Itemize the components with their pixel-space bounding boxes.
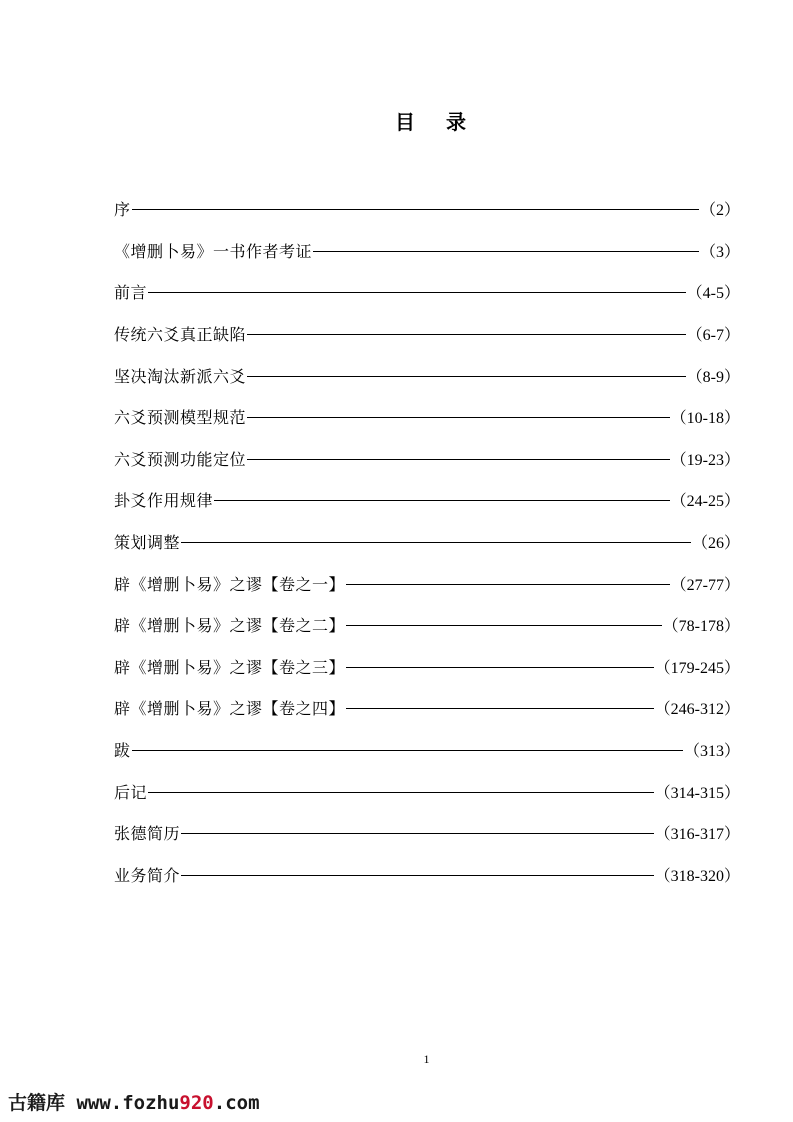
- toc-title: 目 录: [395, 110, 478, 134]
- toc-entry[interactable]: [114, 396, 740, 438]
- toc-leader-line: [181, 875, 654, 876]
- toc-entry-pages: （78-178）: [662, 618, 740, 636]
- toc-entry[interactable]: [114, 770, 740, 812]
- toc-leader-line: [346, 708, 654, 709]
- site-watermark: [8, 1088, 260, 1115]
- toc-entry-pages: （316-317）: [654, 826, 740, 844]
- toc-entry-pages: （8-9）: [686, 368, 740, 386]
- toc-leader-line: [247, 417, 670, 418]
- toc-entry-label: 坚决淘汰新派六爻: [114, 366, 247, 386]
- toc-leader-line: [148, 792, 654, 793]
- toc-leader-line: [247, 459, 670, 460]
- toc-entry[interactable]: [114, 729, 740, 771]
- toc-leader-line: [346, 584, 670, 585]
- toc-entry-pages: （314-315）: [654, 784, 740, 802]
- toc-leader-line: [181, 542, 691, 543]
- toc-entry-pages: （4-5）: [686, 285, 740, 303]
- toc-entry-pages: （179-245）: [654, 659, 740, 677]
- toc-leader-line: [148, 292, 686, 293]
- toc-entry-pages: （2）: [699, 202, 740, 220]
- toc-entry[interactable]: [114, 188, 740, 230]
- toc-entry-pages: （6-7）: [686, 327, 740, 345]
- toc-entry-label: 辟《增删卜易》之谬【卷之四】: [114, 699, 346, 719]
- toc-entry-pages: （19-23）: [670, 451, 740, 469]
- toc-entry-label: 序: [114, 200, 131, 220]
- toc-entry-label: 张德简历: [114, 824, 181, 844]
- toc-entry-label: 《增删卜易》一书作者考证: [114, 241, 313, 261]
- page-number: 1: [423, 1052, 430, 1066]
- toc-entry[interactable]: [114, 812, 740, 854]
- toc-leader-line: [181, 833, 654, 834]
- toc-entry[interactable]: [114, 354, 740, 396]
- toc-leader-line: [214, 500, 670, 501]
- toc-entry-label: 辟《增删卜易》之谬【卷之一】: [114, 574, 346, 594]
- toc-entry[interactable]: [114, 479, 740, 521]
- toc-entry-label: 后记: [114, 782, 148, 802]
- watermark-site-name: 古籍库: [8, 1092, 66, 1114]
- toc-entry-label: 辟《增删卜易》之谬【卷之三】: [114, 657, 346, 677]
- toc-entry[interactable]: [114, 313, 740, 355]
- toc-entry-pages: （26）: [691, 535, 740, 553]
- toc-leader-line: [346, 625, 662, 626]
- toc-entry-label: 六爻预测模型规范: [114, 408, 247, 428]
- toc-entry-pages: （313）: [683, 743, 740, 761]
- toc-entry[interactable]: [114, 230, 740, 272]
- toc-entry[interactable]: [114, 854, 740, 896]
- toc-entry[interactable]: [114, 562, 740, 604]
- toc-entry-pages: （24-25）: [670, 493, 740, 511]
- toc-leader-line: [132, 209, 699, 210]
- toc-leader-line: [247, 376, 686, 377]
- toc-entry-pages: （246-312）: [654, 701, 740, 719]
- toc-entry[interactable]: [114, 604, 740, 646]
- toc-leader-line: [247, 334, 686, 335]
- toc-entry-label: 策划调整: [114, 533, 181, 553]
- toc-leader-line: [313, 251, 699, 252]
- table-of-contents: [114, 188, 740, 895]
- toc-entry[interactable]: [114, 521, 740, 563]
- toc-entry[interactable]: [114, 646, 740, 688]
- toc-entry[interactable]: [114, 271, 740, 313]
- watermark-url-suffix: .com: [213, 1092, 260, 1114]
- toc-leader-line: [132, 750, 683, 751]
- toc-entry-label: 六爻预测功能定位: [114, 449, 247, 469]
- toc-leader-line: [346, 667, 654, 668]
- watermark-url-prefix: www.fozhu: [76, 1092, 180, 1114]
- toc-entry-pages: （318-320）: [654, 867, 740, 885]
- toc-entry-label: 跋: [114, 741, 131, 761]
- toc-entry-pages: （3）: [699, 243, 740, 261]
- toc-entry[interactable]: [114, 687, 740, 729]
- watermark-url-number: 920: [179, 1092, 214, 1114]
- toc-entry-label: 业务简介: [114, 865, 181, 885]
- toc-entry-label: 辟《增删卜易》之谬【卷之二】: [114, 616, 346, 636]
- toc-entry-pages: （10-18）: [670, 410, 740, 428]
- toc-entry[interactable]: [114, 438, 740, 480]
- toc-entry-label: 前言: [114, 283, 148, 303]
- toc-entry-pages: （27-77）: [670, 576, 740, 594]
- toc-entry-label: 传统六爻真正缺陷: [114, 325, 247, 345]
- toc-entry-label: 卦爻作用规律: [114, 491, 214, 511]
